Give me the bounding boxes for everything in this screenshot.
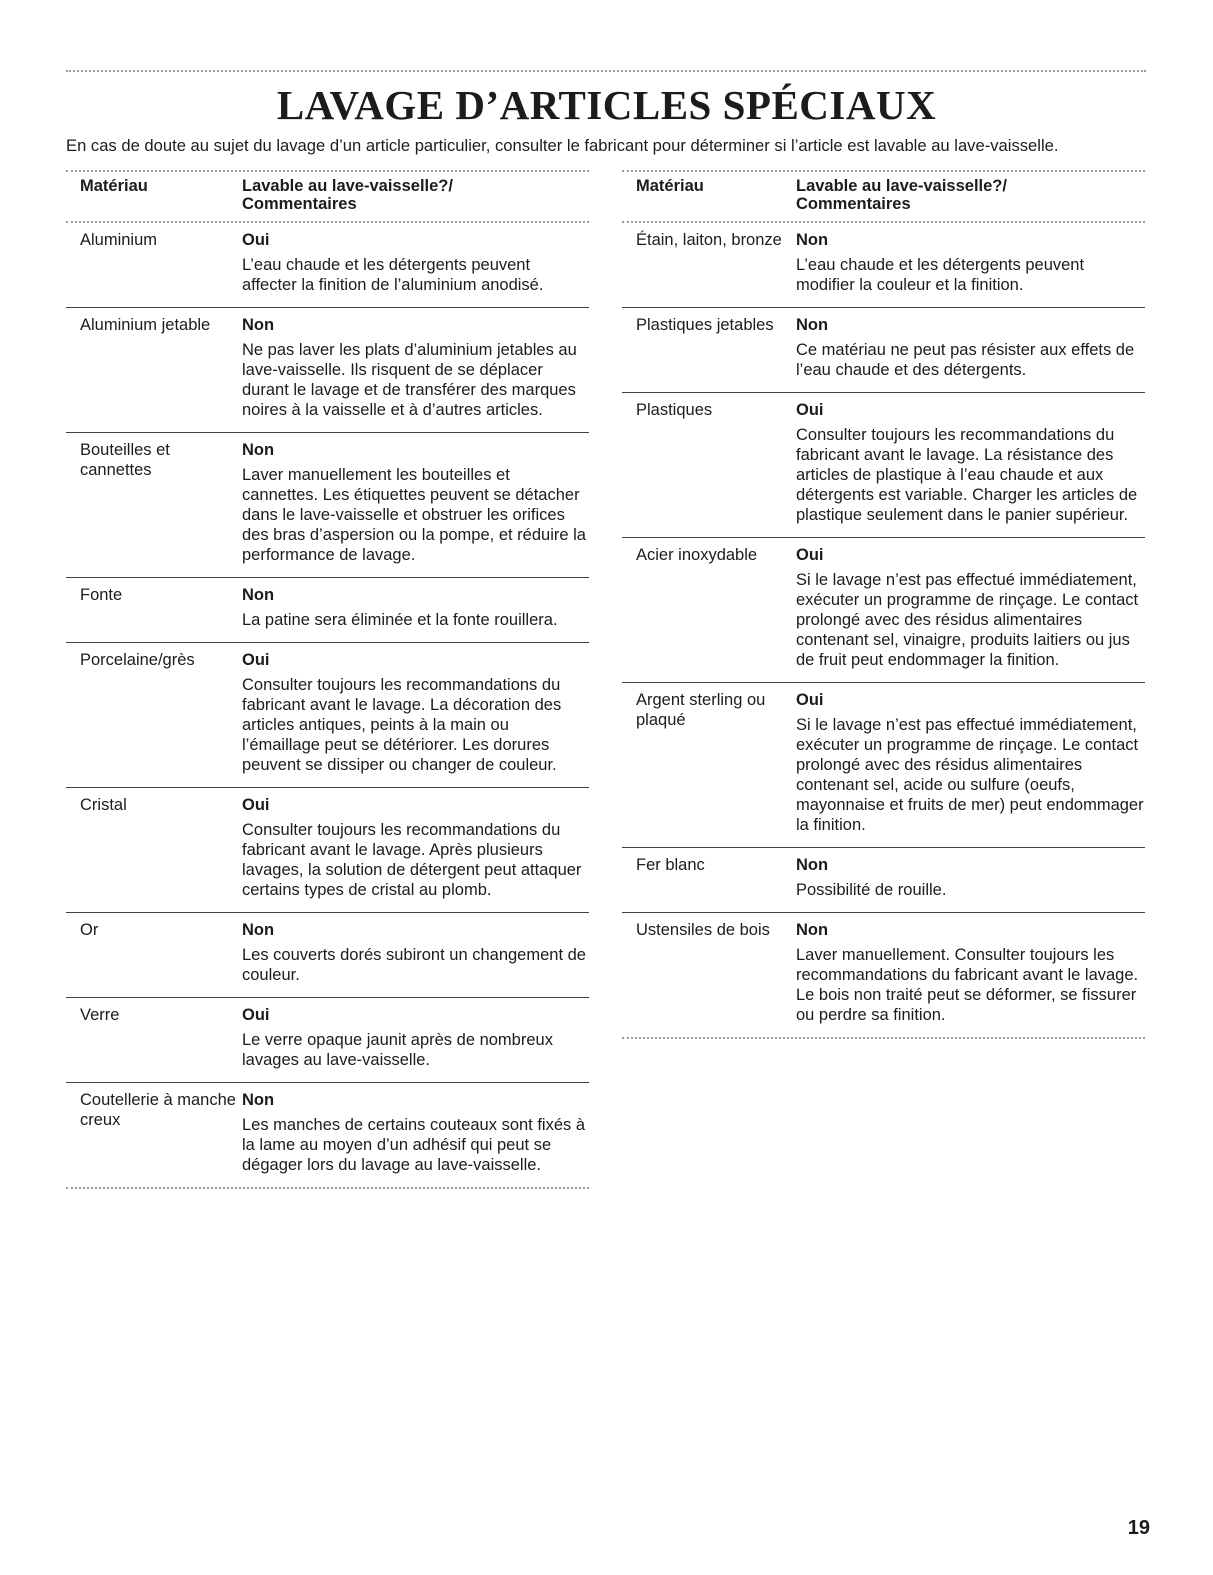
table-row [66, 1083, 589, 1189]
header-washable-line2: Commentaires [796, 195, 911, 213]
row-answer: Oui [242, 651, 270, 669]
row-answer: Oui [242, 231, 270, 249]
row-comment: Laver manuellement. Consulter toujours les recommandations du fabricant avant le lavage. Le bois non traité peut se déformer, se fissurer ou perdre sa finition. [796, 946, 1139, 1024]
header-washable [796, 177, 1145, 213]
header-washable-line1: Lavable au lave-vaisselle?/ [796, 177, 1007, 195]
table-row [66, 433, 589, 578]
row-answer: Non [242, 586, 275, 604]
row-comment: Si le lavage n’est pas effectué immédiatement, exécuter un programme de rinçage. Le contact prolongé avec des résidus alimentaires contenant sel, vinaigre, produits laitiers ou jus de fruit peut endommager la finition. [796, 571, 1139, 669]
intro-text: En cas de doute au sujet du lavage d’un article particulier, consulter le fabricant pour déterminer si l’article est lavable au lave-vaisselle. [66, 136, 1059, 155]
row-body [242, 315, 589, 420]
table-header [622, 170, 1145, 223]
row-material: Cristal [80, 796, 127, 814]
row-comment: Laver manuellement les bouteilles et cannettes. Les étiquettes peuvent se détacher dans le lave-vaisselle et obstruer les orifices des bras d’aspersion ou la pompe, et réduire la performance de lavage. [242, 466, 586, 564]
table-row [622, 223, 1145, 308]
row-body [242, 795, 589, 900]
row-material: Aluminium jetable [80, 316, 211, 334]
row-material: Bouteilles et cannettes [80, 441, 170, 479]
row-comment: Ce matériau ne peut pas résister aux effets de l’eau chaude et des détergents. [796, 341, 1135, 379]
row-answer: Oui [242, 1006, 270, 1024]
table-row [622, 913, 1145, 1039]
row-comment: Les couverts dorés subiront un changement de couleur. [242, 946, 586, 984]
row-comment: Consulter toujours les recommandations du fabricant avant le lavage. La décoration des articles antiques, peints à la main ou l’émaillage peut se détériorer. Les dorures peuvent se dissiper ou changer de couleur. [242, 676, 562, 774]
row-comment: Possibilité de rouille. [796, 881, 947, 899]
table-row [66, 788, 589, 913]
row-body [242, 440, 589, 565]
row-body [796, 400, 1145, 525]
row-comment: L’eau chaude et les détergents peuvent affecter la finition de l’aluminium anodisé. [242, 256, 544, 294]
row-material: Fonte [80, 586, 123, 604]
row-answer: Non [242, 316, 275, 334]
row-answer: Oui [796, 401, 824, 419]
row-material: Aluminium [80, 231, 158, 249]
header-material: Matériau [80, 177, 148, 195]
row-material: Argent sterling ou plaqué [636, 691, 766, 729]
table-row [622, 308, 1145, 393]
row-material: Fer blanc [636, 856, 705, 874]
row-material: Ustensiles de bois [636, 921, 770, 939]
row-answer: Oui [796, 546, 824, 564]
table-row [66, 223, 589, 308]
row-comment: Ne pas laver les plats d’aluminium jetables au lave-vaisselle. Ils risquent de se déplacer durant le lavage et de transférer des marques noires à la vaisselle et à d’autres articles. [242, 341, 577, 419]
row-body [796, 920, 1145, 1025]
row-answer: Oui [242, 796, 270, 814]
right-rows [622, 223, 1145, 1039]
table-row [622, 393, 1145, 538]
row-answer: Non [796, 316, 829, 334]
header-washable-line1: Lavable au lave-vaisselle?/ [242, 177, 453, 195]
header-washable-line2: Commentaires [242, 195, 357, 213]
left-table [66, 170, 589, 1189]
row-material: Coutellerie à manche creux [80, 1091, 236, 1129]
row-body [242, 585, 589, 630]
row-material: Étain, laiton, bronze [636, 231, 782, 249]
row-body [242, 1090, 589, 1175]
row-body [796, 855, 1145, 900]
row-answer: Non [796, 231, 829, 249]
table-row [66, 998, 589, 1083]
row-answer: Non [242, 921, 275, 939]
row-comment: Consulter toujours les recommandations du fabricant avant le lavage. La résistance des articles de plastique à l’eau chaude et aux détergents est variable. Charger les articles de plastique seulement dans le panier supérieur. [796, 426, 1138, 524]
row-material: Or [80, 921, 99, 939]
row-answer: Non [796, 856, 829, 874]
left-rows [66, 223, 589, 1189]
row-body [796, 315, 1145, 380]
row-comment: Si le lavage n’est pas effectué immédiatement, exécuter un programme de rinçage. Le contact prolongé avec des résidus alimentaires contenant sel, acide ou sulfure (oeufs, mayonnaise et fruits de mer) peut endommager la finition. [796, 716, 1144, 834]
row-comment: L’eau chaude et les détergents peuvent modifier la couleur et la finition. [796, 256, 1085, 294]
table-row [66, 308, 589, 433]
row-body [242, 230, 589, 295]
header-material: Matériau [636, 177, 704, 195]
row-body [796, 690, 1145, 835]
row-answer: Non [242, 441, 275, 459]
row-body [796, 230, 1145, 295]
row-comment: Consulter toujours les recommandations du fabricant avant le lavage. Après plusieurs lavages, la solution de détergent peut attaquer certains types de cristal au plomb. [242, 821, 582, 899]
row-body [242, 1005, 589, 1070]
table-row [66, 643, 589, 788]
row-body [796, 545, 1145, 670]
table-header [66, 170, 589, 223]
top-dotted-rule [66, 70, 1146, 72]
page-number: 19 [1127, 1517, 1150, 1539]
table-row [622, 848, 1145, 913]
table-row [66, 913, 589, 998]
row-comment: Les manches de certains couteaux sont fixés à la lame au moyen d’un adhésif qui peut se dégager lors du lavage au lave-vaisselle. [242, 1116, 586, 1174]
table-row [622, 683, 1145, 848]
row-material: Plastiques jetables [636, 316, 774, 334]
row-body [242, 920, 589, 985]
table-row [622, 538, 1145, 683]
header-washable [242, 177, 589, 213]
row-comment: La patine sera éliminée et la fonte rouillera. [242, 611, 558, 629]
right-table [622, 170, 1145, 1039]
row-material: Porcelaine/grès [80, 651, 195, 669]
table-row [66, 578, 589, 643]
row-material: Acier inoxydable [636, 546, 758, 564]
row-body [242, 650, 589, 775]
row-answer: Oui [796, 691, 824, 709]
row-material: Plastiques [636, 401, 713, 419]
row-answer: Non [242, 1091, 275, 1109]
page-title: LAVAGE D’ARTICLES SPÉCIAUX [276, 82, 937, 128]
row-material: Verre [80, 1006, 120, 1024]
row-answer: Non [796, 921, 829, 939]
row-comment: Le verre opaque jaunit après de nombreux lavages au lave-vaisselle. [242, 1031, 553, 1069]
